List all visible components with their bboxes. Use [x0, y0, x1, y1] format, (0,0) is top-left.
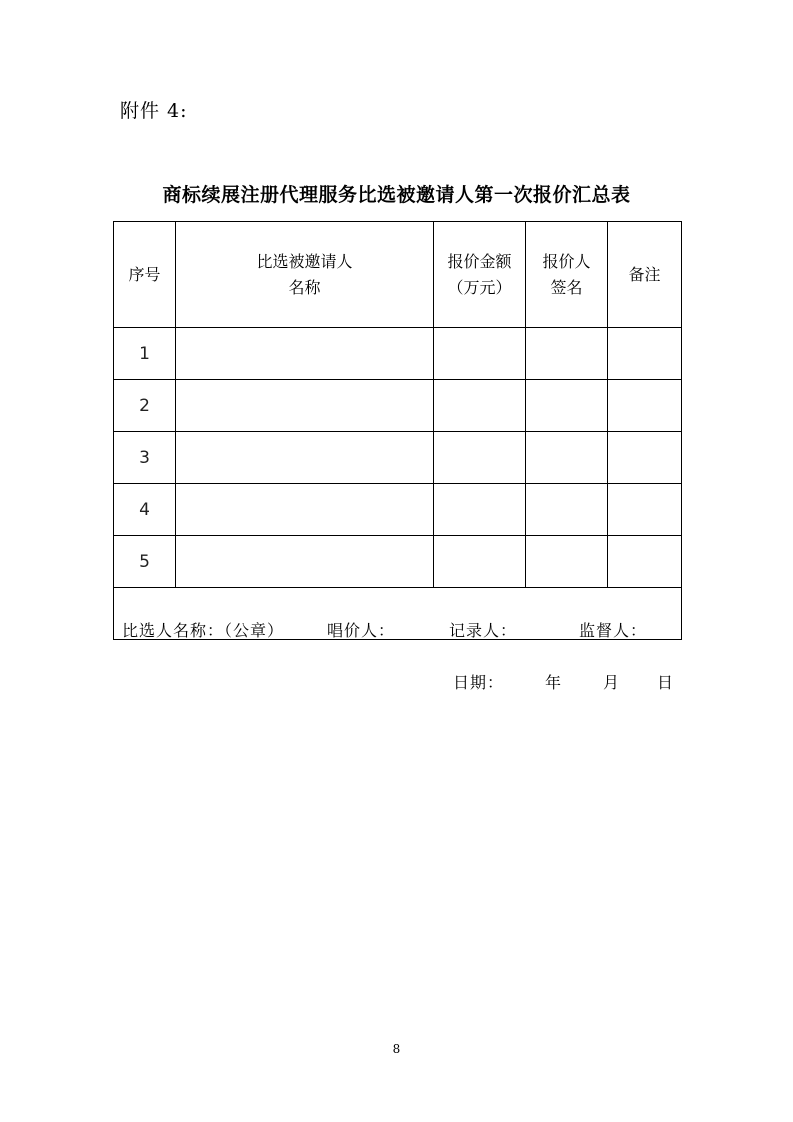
header-quote-amount: 报价金额 （万元） [434, 222, 526, 328]
signature-cell[interactable] [526, 536, 608, 588]
header-serial-number: 序号 [114, 222, 176, 328]
invitee-name-cell[interactable] [176, 432, 434, 484]
signature-cell[interactable] [526, 484, 608, 536]
row-number-cell: 4 [114, 484, 176, 536]
signature-cell[interactable] [526, 432, 608, 484]
invitee-name-cell[interactable] [176, 328, 434, 380]
signature-footer [114, 588, 682, 692]
header-quoter-signature: 报价人 签名 [526, 222, 608, 328]
quote-amount-cell[interactable] [434, 432, 526, 484]
quote-reader-label: 唱价人： [327, 621, 396, 640]
remarks-cell[interactable] [608, 328, 682, 380]
table-row [114, 380, 682, 432]
table-header-row [114, 222, 682, 328]
document-title: 商标续展注册代理服务比选被邀请人第一次报价汇总表 [162, 184, 631, 206]
row-number-cell: 3 [114, 432, 176, 484]
quote-amount-cell[interactable] [434, 328, 526, 380]
quote-amount-cell[interactable] [434, 536, 526, 588]
signature-cell[interactable] [526, 380, 608, 432]
quote-amount-cell[interactable] [434, 380, 526, 432]
table-row [114, 536, 682, 588]
row-number-cell: 1 [114, 328, 176, 380]
remarks-cell[interactable] [608, 484, 682, 536]
invitee-name-cell[interactable] [176, 380, 434, 432]
supervisor-label: 监督人： [579, 621, 648, 640]
table-footer-row [114, 588, 682, 640]
signature-cell[interactable] [526, 328, 608, 380]
header-invitee-name: 比选被邀请人 名称 [176, 222, 434, 328]
month-label: 月 [603, 673, 621, 692]
remarks-cell[interactable] [608, 432, 682, 484]
header-remarks: 备注 [608, 222, 682, 328]
page-number: 8 [392, 1042, 401, 1056]
remarks-cell[interactable] [608, 536, 682, 588]
date-label: 日期： [453, 673, 505, 692]
invitee-name-cell[interactable] [176, 536, 434, 588]
attachment-label: 附件 4: [120, 100, 188, 122]
quote-amount-cell[interactable] [434, 484, 526, 536]
table-row [114, 328, 682, 380]
day-label: 日 [657, 673, 675, 692]
row-number-cell: 2 [114, 380, 176, 432]
table-row [114, 432, 682, 484]
recorder-label: 记录人： [449, 621, 518, 640]
year-label: 年 [545, 673, 563, 692]
row-number-cell: 5 [114, 536, 176, 588]
table-row [114, 484, 682, 536]
invitee-name-cell[interactable] [176, 484, 434, 536]
selector-name-label: 比选人名称：（公章） [122, 621, 285, 640]
remarks-cell[interactable] [608, 380, 682, 432]
quote-summary-table [113, 221, 682, 692]
